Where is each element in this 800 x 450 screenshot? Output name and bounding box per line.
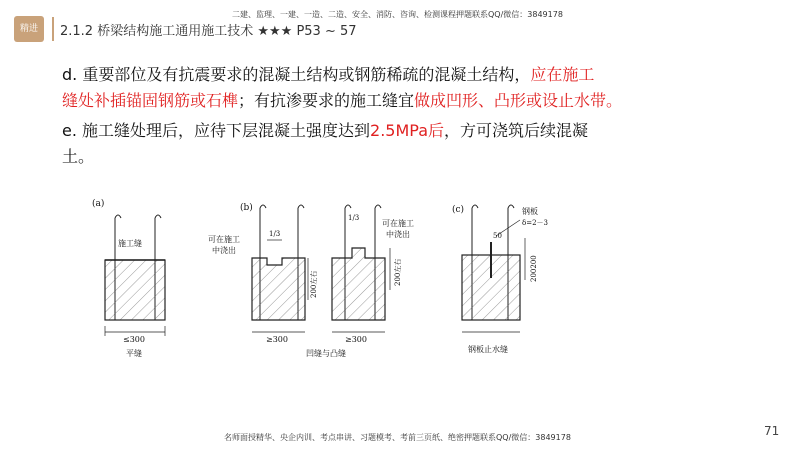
para-d-highlight: 应在施工 — [530, 65, 595, 84]
fig-c-dim1: 50 — [493, 232, 502, 240]
para-d-highlight: 缝处补插锚固钢筋或石榫 — [62, 91, 239, 110]
fig-c-label1: 钢板 — [522, 207, 538, 216]
para-d-text: ；有抗渗要求的施工缝宜 — [238, 91, 415, 110]
construction-joint-figure — [80, 190, 580, 365]
fig-a-tag: (a) — [92, 199, 105, 209]
fig-b-ratio: 1/3 — [269, 230, 281, 238]
fig-c-tag: (c) — [452, 205, 465, 215]
fig-c-drawing — [462, 205, 525, 332]
para-e-text: ，方可浇筑后续混凝 — [444, 121, 589, 140]
page-number: 71 — [764, 424, 780, 438]
fig-b-width: ≥300 — [266, 335, 288, 344]
fig-a-drawing — [105, 215, 165, 336]
paragraph-e-line2: 土。 — [62, 147, 95, 166]
fig-a-caption: 平缝 — [126, 349, 142, 358]
header-divider — [52, 17, 54, 41]
fig-a-label: 施工缝 — [118, 239, 142, 248]
fig-b-height: 200左右 — [310, 270, 318, 298]
fig-a-width: ≤300 — [123, 335, 145, 344]
para-e-highlight: 2.5MPa后 — [370, 121, 445, 140]
top-banner: 二建、监理、一建、一造、二造、安全、消防、咨询、检测课程押题联系QQ/微信：3849178 — [232, 10, 563, 19]
fig-b-caption: 凹缝与凸缝 — [306, 349, 346, 358]
fig-b-label2: 中浇出 — [212, 246, 236, 255]
fig-b2-label2: 中浇出 — [386, 230, 410, 239]
fig-b-tag: (b) — [240, 203, 253, 213]
brand-logo: 精进 — [14, 16, 44, 42]
paragraph-e-line1 — [62, 118, 588, 144]
fig-b2-width: ≥300 — [345, 335, 367, 344]
fig-b2-label1: 可在施工 — [382, 219, 414, 228]
fig-b2-ratio: 1/3 — [348, 214, 360, 222]
paragraph-d-line1 — [62, 62, 594, 88]
fig-c-dim2: 200200 — [530, 255, 538, 282]
fig-c-label2: δ=2－3 — [522, 219, 548, 227]
para-d-text: d. 重要部位及有抗震要求的混凝土结构或钢筋稀疏的混凝土结构， — [62, 65, 531, 84]
fig-b2-height: 200左右 — [394, 258, 402, 286]
para-d-highlight: 做成凹形、凸形或设止水带。 — [414, 91, 623, 110]
para-e-text: e. 施工缝处理后，应待下层混凝土强度达到 — [62, 121, 371, 140]
section-title: 2.1.2 桥梁结构施工通用施工技术 ★★★ P53 ~ 57 — [60, 24, 357, 39]
fig-c-caption: 钢板止水缝 — [468, 345, 508, 354]
paragraph-d-line2 — [62, 88, 622, 114]
fig-b-label1: 可在施工 — [208, 235, 240, 244]
bottom-banner: 名师面授精华、央企内训、考点串讲、习题模考、考前三页纸、绝密押题联系QQ/微信：3849178 — [224, 433, 571, 442]
fig-b-concave-drawing — [252, 205, 308, 332]
